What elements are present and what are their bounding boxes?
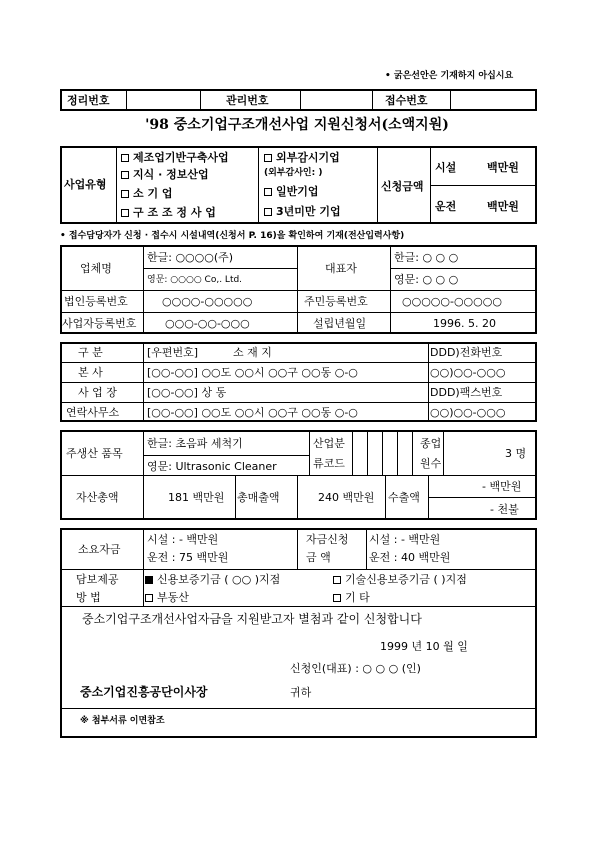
checked-box-icon[interactable] [145, 576, 153, 584]
collateral-option-kibo[interactable]: 기술신용보증기금 ( )지점 [333, 573, 467, 586]
address-col-phone: DDD)전화번호 [430, 346, 503, 359]
checkbox-icon[interactable] [333, 576, 341, 584]
contact-office-label: 연락사무소 [66, 406, 120, 419]
collateral-option-realestate[interactable]: 부동산 [145, 591, 189, 604]
address-col-location: 소 재 지 [233, 346, 272, 359]
type-option-knowledge[interactable]: 지식 · 정보산업 [121, 168, 209, 181]
type-option-audited[interactable]: 외부감시기업 [264, 151, 340, 164]
recipient: 중소기업진흥공단이사장 [80, 685, 208, 699]
apply-amount-label-1: 자금신청 [306, 533, 349, 546]
employee-label-2: 원수 [420, 457, 442, 470]
operating-unit[interactable]: 백만원 [487, 200, 519, 213]
company-name-label: 업체명 [80, 262, 112, 275]
biz-reg-label: 사업자등록번호 [62, 317, 137, 330]
employee-label-1: 종업 [420, 437, 442, 450]
hq-phone[interactable]: ○○)○○-○○○ [430, 366, 506, 379]
top-note: • 굵은선안은 기재하지 아십시요 [385, 71, 514, 81]
hq-address[interactable]: [○○-○○] ○○도 ○○시 ○○구 ○○동 ○-○ [147, 366, 358, 379]
registration-no-label: 정리번호 [67, 94, 110, 107]
honorific: 귀하 [290, 686, 312, 699]
fax-label: DDD)팩스번호 [430, 386, 503, 399]
hq-label: 본 사 [78, 366, 103, 379]
resident-reg-label: 주민등록번호 [304, 295, 368, 308]
checkbox-icon[interactable] [121, 190, 129, 198]
funds-section [60, 528, 537, 738]
type-option-under3y[interactable]: 3년미만 기업 [264, 205, 341, 218]
instruction-note: • 접수담당자가 신청 · 접수시 시설내역(신청서 P. 16)을 확인하여 기재(전산입력사항) [60, 231, 405, 241]
auditor-field[interactable]: (외부감사인: ) [264, 168, 323, 178]
founded-label: 설립년월일 [313, 317, 367, 330]
industry-code-label-1: 산업분 [313, 437, 345, 450]
company-name-en[interactable]: 영문: ○○○○ Co,. Ltd. [147, 275, 243, 285]
type-option-manufacturing[interactable]: 제조업기반구축사업 [121, 151, 229, 164]
checkbox-icon[interactable] [264, 188, 272, 196]
employee-count[interactable]: 3 명 [505, 447, 527, 460]
business-type-label: 사업유형 [64, 178, 107, 191]
representative-kr[interactable]: 한글: ○ ○ ○ [394, 251, 459, 264]
required-operating[interactable]: 운전 : 75 백만원 [147, 551, 229, 564]
export-value-krw[interactable]: - 백만원 [482, 480, 522, 493]
product-name-en[interactable]: 영문: Ultrasonic Cleaner [147, 460, 277, 473]
industry-code-label-2: 류코드 [313, 457, 345, 470]
product-label: 주생산 품목 [66, 447, 123, 460]
address-col-zip: [우편번호] [147, 346, 199, 359]
amount-label: 신청금액 [381, 180, 424, 193]
checkbox-icon[interactable] [121, 171, 129, 179]
site-label: 사 업 장 [78, 386, 117, 399]
product-name-kr[interactable]: 한글: 초음파 세척기 [147, 437, 243, 450]
site-address[interactable]: [○○-○○] 상 동 [147, 386, 227, 399]
export-label: 수출액 [388, 491, 420, 504]
receipt-no-label: 접수번호 [385, 94, 428, 107]
sales-value[interactable]: 240 백만원 [318, 491, 375, 504]
checkbox-icon[interactable] [121, 209, 129, 217]
sales-label: 총매출액 [237, 491, 280, 504]
address-col-label: 구 분 [78, 346, 103, 359]
assets-value[interactable]: 181 백만원 [168, 491, 225, 504]
company-name-kr[interactable]: 한글: ○○○○(주) [147, 251, 234, 264]
collateral-option-other[interactable]: 기 타 [333, 591, 370, 604]
operating-label: 운전 [435, 200, 457, 213]
corp-reg-label: 법인등록번호 [64, 295, 128, 308]
attachment-note: ※ 첨부서류 이면참조 [80, 716, 165, 726]
apply-amount-label-2: 금 액 [306, 551, 331, 564]
facility-unit[interactable]: 백만원 [487, 161, 519, 174]
export-value-usd[interactable]: - 천불 [490, 503, 519, 516]
checkbox-icon[interactable] [121, 154, 129, 162]
representative-label: 대표자 [325, 262, 357, 275]
type-option-restructuring[interactable]: 구 조 조 정 사 업 [121, 206, 216, 219]
admin-row [60, 89, 537, 111]
management-no-label: 관리번호 [226, 94, 269, 107]
corp-reg-value[interactable]: ○○○○-○○○○○ [162, 295, 253, 308]
apply-operating[interactable]: 운전 : 40 백만원 [369, 551, 451, 564]
facility-label: 시설 [435, 161, 457, 174]
collateral-label-2: 방 법 [76, 591, 101, 604]
checkbox-icon[interactable] [333, 594, 341, 602]
biz-reg-value[interactable]: ○○○-○○-○○○ [165, 317, 250, 330]
collateral-label-1: 담보제공 [76, 573, 119, 586]
declaration-date[interactable]: 1999 년 10 월 일 [380, 640, 468, 653]
contact-office-address[interactable]: [○○-○○] ○○도 ○○시 ○○구 ○○동 ○-○ [147, 406, 358, 419]
representative-en[interactable]: 영문: ○ ○ ○ [394, 273, 459, 286]
contact-office-phone[interactable]: ○○)○○-○○○ [430, 406, 506, 419]
collateral-option-kodit[interactable]: 신용보증기금 ( ○○ )지점 [145, 573, 280, 586]
checkbox-icon[interactable] [145, 594, 153, 602]
type-option-general[interactable]: 일반기업 [264, 185, 319, 198]
applicant-signature[interactable]: 신청인(대표) : ○ ○ ○ (인) [290, 662, 421, 675]
type-option-small[interactable]: 소 기 업 [121, 187, 173, 200]
required-facility[interactable]: 시설 : - 백만원 [147, 533, 219, 546]
founded-value[interactable]: 1996. 5. 20 [433, 317, 496, 330]
page-title: '98 중소기업구조개선사업 지원신청서(소액지원) [145, 117, 449, 133]
assets-label: 자산총액 [76, 491, 119, 504]
apply-facility[interactable]: 시설 : - 백만원 [369, 533, 441, 546]
declaration-statement: 중소기업구조개선사업자금을 지원받고자 별첨과 같이 신청합니다 [82, 612, 422, 626]
resident-reg-value[interactable]: ○○○○○-○○○○○ [402, 295, 502, 308]
checkbox-icon[interactable] [264, 208, 272, 216]
checkbox-icon[interactable] [264, 154, 272, 162]
required-funds-label: 소요자금 [78, 543, 121, 556]
